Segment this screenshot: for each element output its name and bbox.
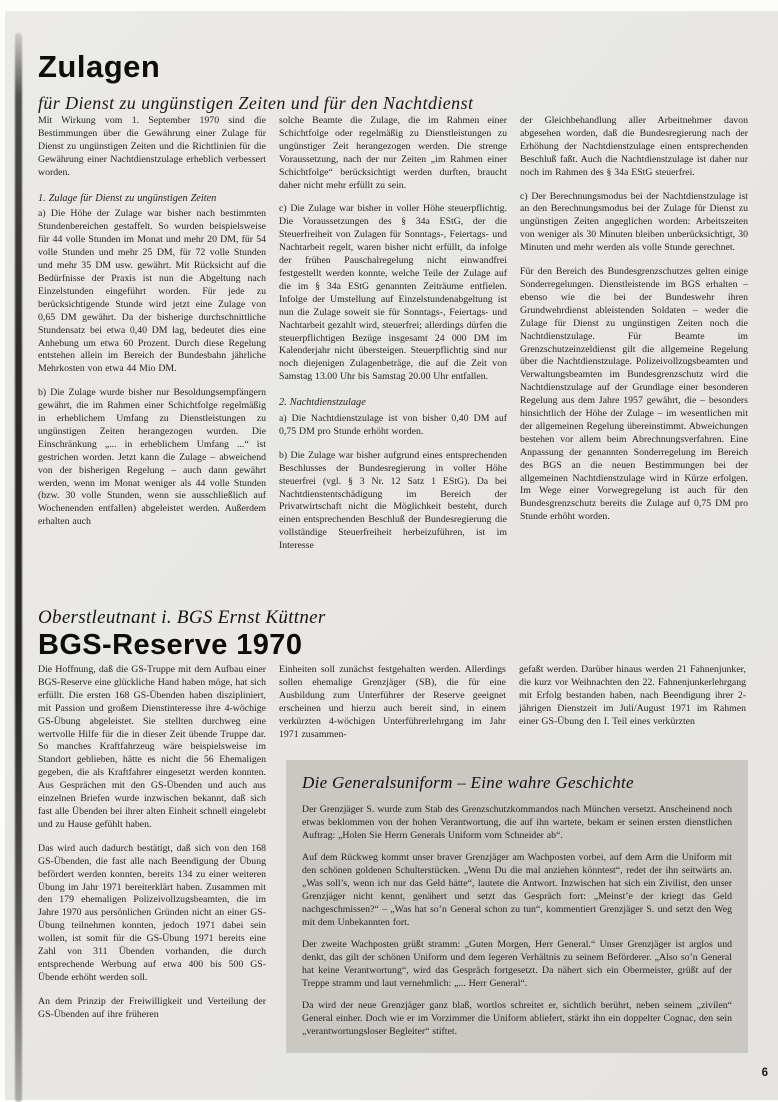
section-heading: 2. Nachtdienstzulage <box>279 397 366 409</box>
paragraph: gefaßt werden. Darüber hinaus werden 21 Fahnenjunker, die kurz vor Weihnachten den 22. Fahnenjunkerlehrgang mit Erfolg bestanden haben, nach Beendigung ihrer 2-jährigen Dienstzeit im Juli/August 1971 im Rahmen einer GS-Übung den I. Teil eines verkürzten <box>519 664 746 727</box>
paragraph: Einheiten soll zunächst festgehalten werden. Allerdings sollen ehemalige Grenzjäger (SB), die für eine Ausbildung zum Unterführer der Reserve geeignet erscheinen und hierzu auch bereit sind, in einem verkürzten 4-wöchigen Unterführerlehrgang im Jahr 1971 zusammen- <box>279 664 506 740</box>
paragraph: Die Hoffnung, daß die GS-Truppe mit dem Aufbau einer BGS-Reserve eine glückliche Hand haben möge, hat sich erfüllt. Die ersten 168 GS-Übenden haben diszipliniert, mit Passion und großem Dienstinteresse ihre 4-wöchige GS-Übung abgeleistet. Sie stellten durchweg eine wertvolle Hilfe für die in dieser Zeit übende Truppe dar. So manches Kraftfahrzeug wäre beispielsweise im Standort geblieben, hätte es nicht die 56 Ehemaligen gegeben, die als Kraftfahrer eingesetzt werden konnten. Aus Gesprächen mit den GS-Übenden und auch aus einzelnen Briefen wurde inzwischen bekannt, daß sich fast alle Übenden bei ihrer alten Einheit schnell eingelebt und zu Hause gefühlt haben. <box>38 664 266 830</box>
article1-column-2 <box>279 115 507 564</box>
story-box-title: Die Generalsuniform – Eine wahre Geschichte <box>302 773 634 793</box>
paragraph: Mit Wirkung vom 1. September 1970 sind die Bestimmungen über die Gewährung einer Zulage für Dienst zu ungünstigen Zeiten und die Richtlinien für die Gewährung einer Nachtdienstzulage erheblich verbessert worden. <box>38 115 266 178</box>
paragraph: An dem Prinzip der Freiwilligkeit und Verteilung der GS-Übenden auf ihre früheren <box>38 995 266 1020</box>
paragraph: c) Der Berechnungsmodus bei der Nachtdienstzulage ist an den Berechnungsmodus bei der Zulage für Dienst zu ungünstigen Zeiten angeglichen worden: Arbeitszeiten von weniger als 30 Minuten bleiben unberücksichtigt, 30 Minuten und mehr werden als volle Stunde gerechnet. <box>520 190 748 254</box>
article2-columns-2-3 <box>279 664 747 752</box>
article2-column-2 <box>279 664 506 752</box>
article1-title: Zulagen <box>38 49 161 84</box>
paragraph: Auf dem Rückweg kommt unser braver Grenzjäger am Wachposten vorbei, auf dem Arm die Uniform mit den schönen goldenen Schulterstücken. „Wenn Du die mal anziehen könntest“, redet der ihn seitwärts an. „Was soll’s, wenn ich nur das Geld hätte“, lautete die Antwort. Inzwischen hat sich ein Zivilist, den unser Grenzjäger nicht kennt, genähert und setzt das Gespräch fort: „Meinst’e der kriegt das Geld nachgeschmissen?“ – „Was hat so’n General schon zu tun“, kommentiert Grenzjäger S. und setzt den Weg mit dem Unbekannten fort. <box>302 852 732 929</box>
paragraph: b) Die Zulage wurde bisher nur Besoldungsempfängern gewährt, die im Rahmen einer Schichtfolge regelmäßig in erheblichem Umfang zu Dienstleistungen zu ungünstigen Zeiten herangezogen wurden. Die Einschränkung „... in erheblichem Umfang ...“ ist gestrichen worden. Jetzt kann die Zulage – abweichend von der bisherigen Regelung – auch dann gewährt werden, wenn im Monat weniger als 44 volle Stunden (bzw. 30 volle Stunden, wenn sie ausschließlich auf Wochenenden entfallen) abgeleistet werden. Außerdem erhalten auch <box>38 387 266 528</box>
article2-title: BGS-Reserve 1970 <box>38 629 303 661</box>
paragraph: Da wird der neue Grenzjäger ganz blaß, wortlos schreitet er, sichtlich berührt, neben seinem „zivilen“ General einher. Doch wie er im Vorzimmer die Uniform abliefert, stärkt ihn ein doppelter Cognac, den sein „verantwortungsloser Begleiter“ stiftet. <box>302 1000 732 1038</box>
binding-shadow <box>15 33 22 1102</box>
paragraph: a) Die Nachtdienstzulage ist von bisher 0,40 DM auf 0,75 DM pro Stunde erhöht worden. <box>279 413 507 437</box>
section-heading: 1. Zulage für Dienst zu ungünstigen Zeiten <box>38 192 217 204</box>
article2-author: Oberstleutnant i. BGS Ernst Küttner <box>38 607 326 628</box>
paragraph: solche Beamte die Zulage, die im Rahmen einer Schichtfolge oder regelmäßig zu Dienstleistungen zu ungünstiger Zeit herangezogen werden. Die strenge Voraussetzung, nach der nur Zeiten „im Rahmen einer Schichtfolge“ berücksichtigt werden durften, braucht daher nicht mehr erfüllt zu sein. <box>279 115 507 191</box>
scanned-page <box>5 11 778 1100</box>
paragraph: Das wird auch dadurch bestätigt, daß sich von den 168 GS-Übenden, die fast alle nach Beendigung der Übung befördert werden konnten, bereits 134 zu einer weiteren Übung im Jahr 1971 bereiterklärt haben. Zusammen mit den 179 ehemaligen Polizeivollzugsbeamten, die im Jahre 1970 aus persönlichen Gründen nicht an einer GS-Übung teilnehmen konnten, jedoch 1971 dabei sein wollen, ist somit für die GS-Übung 1971 bereits eine Zahl von 311 Übenden vorhanden, die durch entsprechende Werbung auf etwa 400 bis 500 GS-Übende erhöht werden soll. <box>38 842 266 983</box>
story-box <box>287 761 747 1052</box>
article2-right-region <box>279 664 747 1052</box>
article2-column-3 <box>519 664 746 752</box>
paragraph: der Gleichbehandlung aller Arbeitnehmer davon abgesehen worden, daß die Bundesregierung nach der Erhöhung der Nachtdienstzulage einen entsprechenden Beschluß faßt. Auch die Nachtdienstzulage ist daher nur noch im Rahmen des § 34a EStG steuerfrei. <box>520 115 748 178</box>
article2-body <box>38 664 747 1052</box>
article1-column-1 <box>38 115 266 564</box>
paragraph: Für den Bereich des Bundesgrenzschutzes gelten einige Sonderregelungen. Dienstleistende im BGS erhalten – ebenso wie die bei der Bundeswehr ihren Grundwehrdienst ableistenden Soldaten – weder die Zulage für Dienst zu ungünstigen Zeiten noch die Nachtdienstzulage. Für Beamte im Grenzschutzeinzeldienst gilt die allgemeine Regelung über die Nachtdienstzulage. Polizeivollzugsbeamten und Verwaltungsbeamten im Bundesgrenzschutz wird die Nachtdienstzulage auf der Grundlage einer besonderen Regelung aus dem Jahre 1957 gewährt, die – besonders hinsichtlich der Höhe der Zulage – im wesentlichen mit der allgemeinen Regelung übereinstimmt. Abweichungen bestehen vor allem beim Abrechnungsverfahren. Eine Anpassung der genannten Sonderregelung im Bereich des BGS an die neuen Bestimmungen bei der allgemeinen Nachtdienstzulage wird in Kürze erfolgen. Im Wege einer Vorwegregelung ist auch für den Bundesgrenzschutz bereits die Zulage auf 0,75 DM pro Stunde erhöht worden. <box>520 266 748 523</box>
article1-column-3 <box>520 115 748 564</box>
page-number: 6 <box>761 1067 768 1079</box>
paragraph: Der Grenzjäger S. wurde zum Stab des Grenzschutzkommandos nach München versetzt. Anscheinend noch etwas beklommen von der hohen Verantwortung, die auf ihn wartete, bekam er seinen ersten dienstlichen Auftrag: „Holen Sie Herrn Generals Uniform vom Schneider ab“. <box>302 804 732 842</box>
article1-subtitle: für Dienst zu ungünstigen Zeiten und für den Nachtdienst <box>38 93 474 113</box>
paragraph: b) Die Zulage war bisher aufgrund eines entsprechenden Beschlusses der Bundesregierung in voller Höhe steuerfrei (vgl. § 3 Nr. 12 Satz 1 EStG). Da bei Nachtdienstentschädigung im Bereich der Privatwirtschaft nicht die Möglichkeit besteht, durch einen entsprechenden Beschluß der Bundesregierung die vollständige Steuerfreiheit herbeizuführen, ist im Interesse <box>279 449 507 552</box>
paragraph: Der zweite Wachposten grüßt stramm: „Guten Morgen, Herr General.“ Unser Grenzjäger ist arglos und denkt, das gilt der schönen Uniform und dem legeren Verhältnis zu seinem Beförderer. „Also so’n General hat keine Verantwortung“, wird das Gespräch fortgesetzt. Da nähert sich ein Obermeister, grüßt auf der Treppe stramm und laut vernehmlich: „... Herr General“. <box>302 939 732 990</box>
article2-column-1 <box>38 664 266 1052</box>
paragraph: a) Die Höhe der Zulage war bisher nach bestimmten Stundenbereichen gestaffelt. So wurden beispielsweise für 44 volle Stunden im Monat und mehr 20 DM, für 54 volle Stunden und mehr 25 DM, für 72 volle Stunden und mehr 35 DM usw. gewährt. Mit Rücksicht auf die Bedürfnisse der Praxis ist nun die Abgeltung nach Einzelstunden eingeführt worden. Für jede zu berücksichtigende Stunde wird jetzt eine Zulage von 0,65 DM gewährt. Da der bisherige durchschnittliche Stundensatz bei etwa 0,40 DM lag, bedeutet dies eine Anhebung um etwa 60 Prozent. Durch diese Regelung entstehen allein im Bereich der Bundesbahn jährliche Mehrkosten von etwa 44 Mio DM. <box>38 208 266 375</box>
paragraph: c) Die Zulage war bisher in voller Höhe steuerpflichtig. Die Voraussetzungen des § 34a EStG, der die Steuerfreiheit von Zulagen für Sonntags-, Feiertags- und Nachtarbeit regelt, waren bisher nicht erfüllt, da infolge der frühen Pauschalregelung nicht einwandfrei festgestellt werden konnte, welche Teile der Zulage auf die im § 34a EStG genannten Zeiträume entfielen. Infolge der Umstellung auf Einzelstundenabgeltung ist nun die Zulage soweit sie für Sonntags-, Feiertags- und Nachtarbeit gezahlt wird, steuerfrei; allerdings dürfen die steuerpflichtigen Bezüge insgesamt 24 000 DM im Kalenderjahr nicht übersteigen. Steuerpflichtig sind nur noch diejenigen Zulagenbeträge, die auf die Zeit von Samstag 13.00 Uhr bis Samstag 20.00 Uhr entfallen. <box>279 203 507 383</box>
article1-columns <box>38 115 747 564</box>
